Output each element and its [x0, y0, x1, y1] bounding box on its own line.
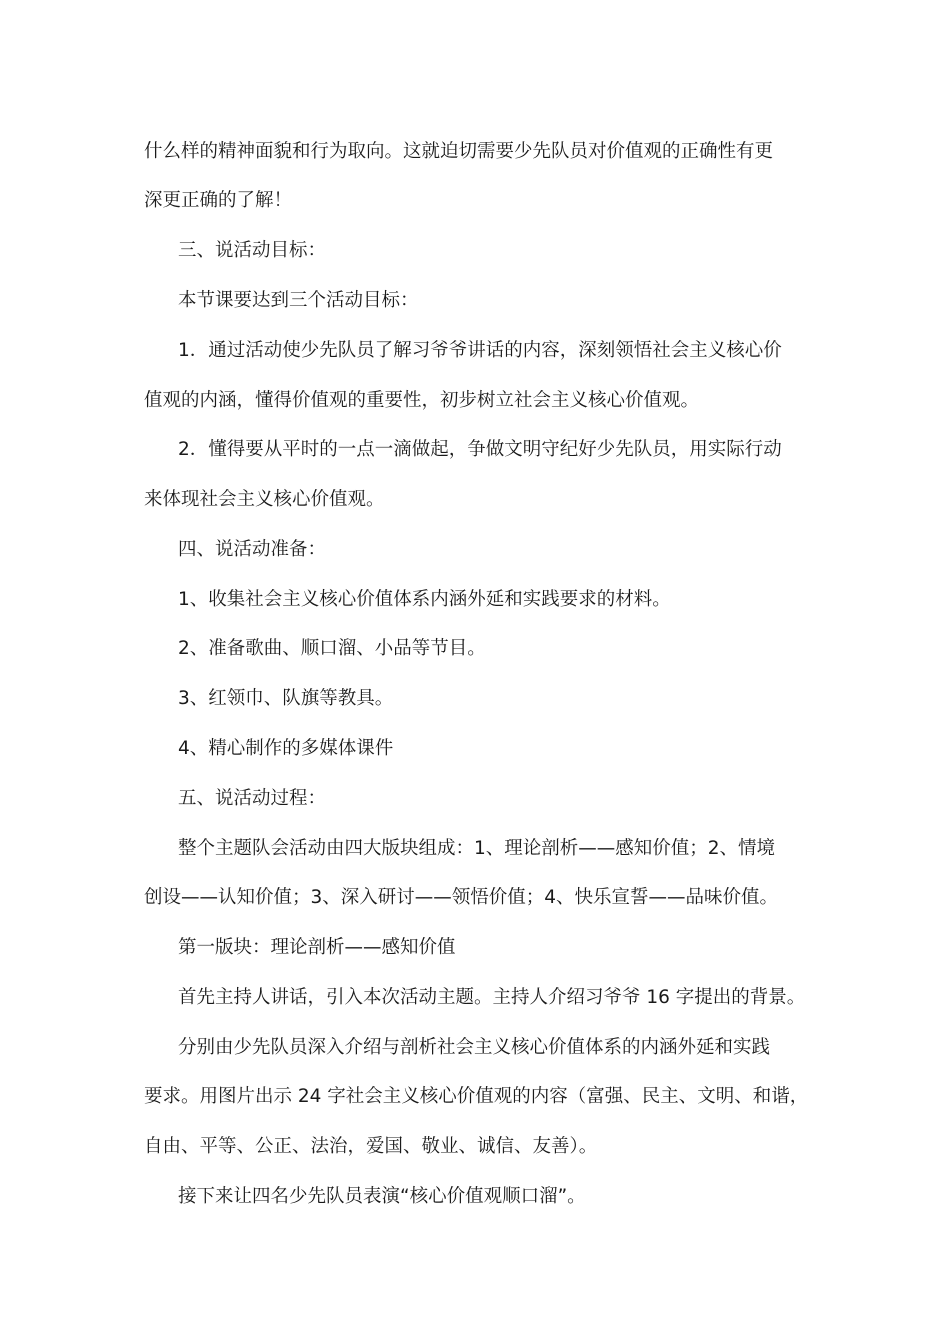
paragraph-line: 来体现社会主义核心价值观。: [144, 489, 385, 510]
paragraph-line: 什么样的精神面貌和行为取向。这就迫切需要少先队员对价值观的正确性有更: [144, 141, 774, 162]
paragraph-line: 首先主持人讲话，引入本次活动主题。主持人介绍习爷爷 16 字提出的背景。: [178, 987, 806, 1008]
subsection-heading: 第一版块：理论剖析——感知价值: [178, 937, 456, 958]
list-item: 2．懂得要从平时的一点一滴做起，争做文明守纪好少先队员，用实际行动: [178, 439, 782, 460]
paragraph-line: 要求。用图片出示 24 字社会主义核心价值观的内容（富强、民主、文明、和谐，: [144, 1086, 809, 1107]
paragraph-line: 本节课要达到三个活动目标：: [178, 290, 419, 311]
list-item: 1、收集社会主义核心价值体系内涵外延和实践要求的材料。: [178, 589, 671, 610]
paragraph-line: 创设——认知价值；3、深入研讨——领悟价值；4、快乐宣誓——品味价值。: [144, 887, 779, 908]
paragraph-line: 自由、平等、公正、法治，爱国、敬业、诚信、友善）。: [144, 1136, 598, 1157]
paragraph-line: 接下来让四名少先队员表演“核心价值观顺口溜”。: [178, 1186, 586, 1207]
list-item: 1．通过活动使少先队员了解习爷爷讲话的内容，深刻领悟社会主义核心价: [178, 340, 782, 361]
paragraph-line: 值观的内涵，懂得价值观的重要性，初步树立社会主义核心价值观。: [144, 390, 700, 411]
paragraph-line: 深更正确的了解！: [144, 190, 293, 211]
paragraph-line: 整个主题队会活动由四大版块组成：1、理论剖析——感知价值；2、情境: [178, 838, 776, 859]
section-heading: 四、说活动准备：: [178, 539, 327, 560]
list-item: 3、红领巾、队旗等教具。: [178, 688, 394, 709]
paragraph-line: 分别由少先队员深入介绍与剖析社会主义核心价值体系的内涵外延和实践: [178, 1037, 771, 1058]
section-heading: 三、说活动目标：: [178, 240, 327, 261]
list-item: 4、精心制作的多媒体课件: [178, 738, 394, 759]
list-item: 2、准备歌曲、顺口溜、小品等节目。: [178, 638, 486, 659]
section-heading: 五、说活动过程：: [178, 788, 327, 809]
